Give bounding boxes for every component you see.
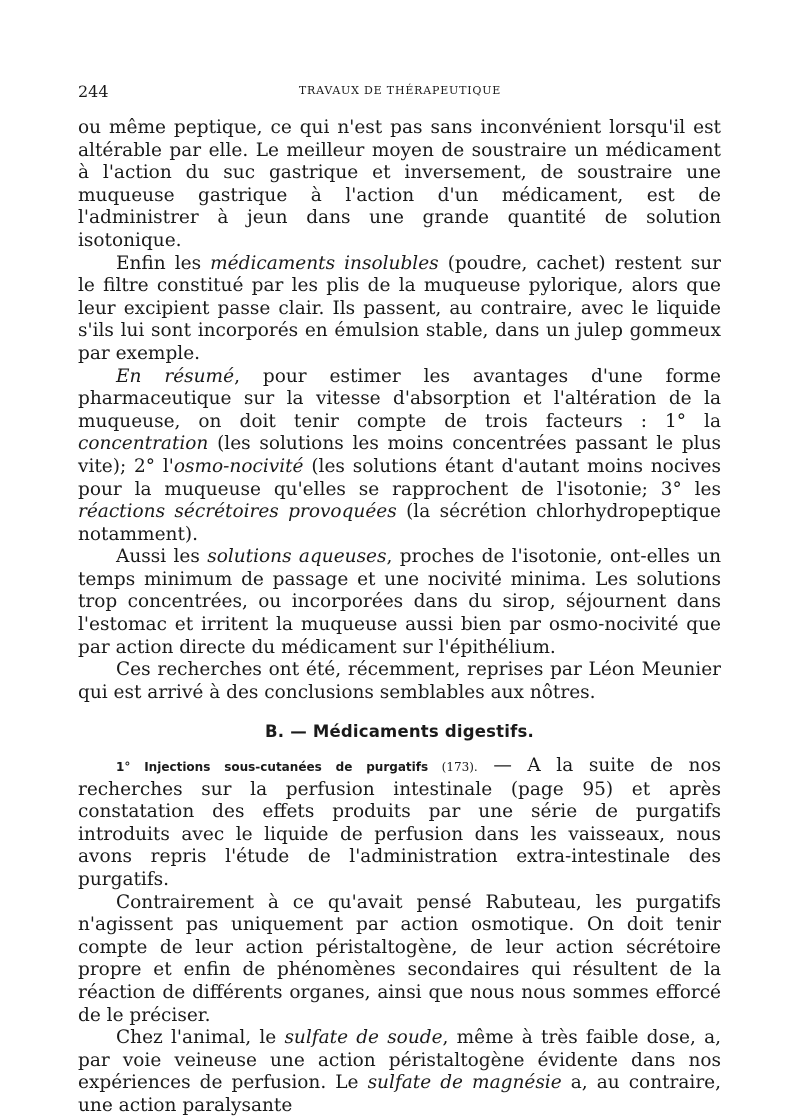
reference-number: (173). [428, 760, 478, 775]
page-number: 244 [78, 82, 109, 101]
text-run: (poudre, cachet) restent sur le filtre constitué par les plis de la muqueuse pylorique, alors que leur excipient passe clair. Ils passent, au contraire, avec le liquide s'ils lui sont incorporés en émulsion stable, dans un julep gommeux par exemple. [78, 252, 722, 364]
text-run: — A la suite de nos recherches sur la perfusion intestinale (page 95) et après constatation des effets produits par une série de purgatifs introduits avec le liquide de perfusion dans les vaisseaux, nous avons repris l'étude de l'administration extra-intestinale des purgatifs. [78, 755, 722, 890]
emphasis: solutions aqueuses [207, 546, 387, 568]
text-run: (les solutions les moins concentrées passant le plus vite); 2° l' [78, 433, 721, 477]
paragraph [78, 755, 721, 892]
subsection-title: 1° Injections sous-cutanées de purgatifs [116, 760, 429, 775]
emphasis: médicaments insolubles [210, 252, 439, 274]
text-run: , proches de l'isotonie, ont-elles un temps minimum de passage et une nocivité minima. Les solutions trop concentrées, ou incorporées dans du sirop, séjournent dans l'estomac et irritent la muqueuse aussi bien par osmo-nocivité que par action directe du médicament sur l'épithélium. [78, 546, 721, 658]
page-body [78, 117, 721, 1118]
text-run: Aussi les [116, 546, 208, 568]
emphasis: sulfate de magnésie [367, 1072, 562, 1094]
paragraph [78, 1027, 721, 1117]
paragraph [78, 253, 721, 366]
text-run: , pour estimer les avantages d'une forme pharmaceutique sur la vitesse d'absorption et l'altération de la muqueuse, on doit tenir compte de trois facteurs : 1° la [78, 365, 721, 432]
paragraph [78, 366, 721, 547]
text-run: (les solutions étant d'autant moins nocives pour la muqueuse qu'elles se rapprochent de l'isotonie; 3° les [78, 455, 721, 500]
text-run: , même à très faible dose, a, par voie veineuse une action péristaltogène évidente dans nos expériences de perfusion. Le [78, 1027, 721, 1094]
emphasis: concentration [78, 433, 209, 455]
paragraph: ou même peptique, ce qui n'est pas sans inconvénient lorsqu'il est altérable par elle. Le meilleur moyen de soustraire un médicament à l'action du suc gastrique et inversement, de soustraire une muqueuse gastrique à l'action d'un médicament, est de l'administrer à jeun dans une grande quantité de solution isotonique. [78, 117, 721, 251]
paragraph [78, 546, 721, 659]
running-title: TRAVAUX DE THÉRAPEUTIQUE [298, 84, 502, 97]
emphasis: En résumé [116, 365, 235, 387]
emphasis: réactions sécrétoires provoquées [78, 501, 397, 523]
page-header [78, 82, 722, 104]
text-run: Enfin les [116, 252, 211, 274]
section-heading: B. — Médicaments digestifs. [265, 722, 534, 742]
text-run: Chez l'animal, le [116, 1027, 285, 1049]
emphasis: osmo-nocivité [173, 455, 304, 477]
text-run: a, au contraire, une action paralysante [78, 1072, 721, 1116]
paragraph: Ces recherches ont été, récemment, reprises par Léon Meunier qui est arrivé à des conclusions semblables aux nôtres. [78, 659, 721, 703]
paragraph: Contrairement à ce qu'avait pensé Rabuteau, les purgatifs n'agissent pas uniquement par action osmotique. On doit tenir compte de leur action péristaltogène, de leur action sécrétoire propre et enfin de phénomènes secondaires qui résultent de la réaction de différents organes, ainsi que nous nous sommes efforcé de le préciser. [78, 891, 721, 1026]
text-run: (la sécrétion chlorhydropeptique notamment). [78, 501, 721, 545]
emphasis: sulfate de soude [284, 1027, 443, 1049]
